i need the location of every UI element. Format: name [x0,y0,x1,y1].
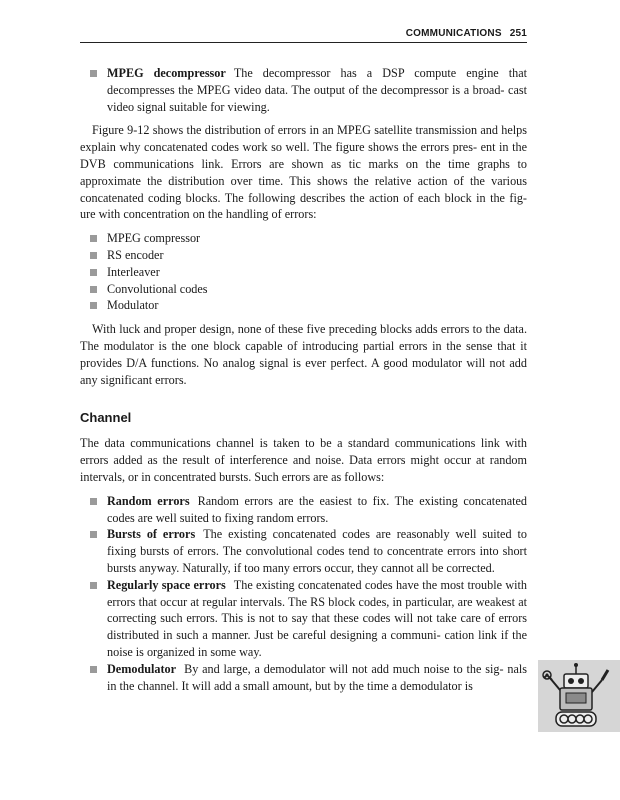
bullet-text: By and large, a demodulator will not add much noise to the sig- nals in the channel. It will add a small amount, but by the time a demodulator is [107,661,527,693]
bullet-term: Bursts of errors [107,527,196,542]
bullet-text: The decompressor has a DSP compute engine that decompresses the MPEG video data. The output of the decompressor is a broad- cast video signal suitable for viewing. [107,66,528,114]
list-item [80,577,527,661]
square-bullet-icon [90,531,97,538]
square-bullet-icon [90,252,97,259]
list-item-text: Interleaver [107,264,160,279]
list-item [80,526,527,576]
header-section-title: COMMUNICATIONS [405,28,502,39]
list-item [80,281,527,298]
running-header [80,28,527,43]
robot-margin-icon [538,660,620,732]
section-heading: Channel [80,410,132,426]
square-bullet-icon [90,666,97,673]
list-item [80,493,527,527]
list-item-text: Convolutional codes [107,281,208,296]
block-list [80,230,527,314]
bullet-term: Regularly space errors [107,577,226,592]
square-bullet-icon [90,235,97,242]
bullet-text: The existing concatenated codes are reasonably well suited to fixing bursts of errors. The convolutional codes tend to concentrate errors into short bursts anyway. Naturally, if too many errors occur, they cannot all be corrected. [107,527,527,575]
body-paragraph: With luck and proper design, none of these five preceding blocks adds errors to the data. The modulator is the one block capable of introducing partial errors in the sense that it provides D/A functions. No analog signal is ever perfect. A good modulator will not add any significant errors. [80,322,527,387]
square-bullet-icon [90,286,97,293]
list-item-text: MPEG compressor [107,231,201,246]
bullet-term: Demodulator [107,661,177,676]
list-item-text: RS encoder [107,247,164,262]
error-list [80,493,527,695]
bullet-text: The existing concatenated codes have the most trouble with errors that occur at regular intervals. The RS block codes, in particular, are weakest at correcting such errors. This is not to say that these codes will not take care of errors distributed in such a manner. Just be careful designing a communi- cation link if the noise is organized in some way. [107,577,527,659]
square-bullet-icon [90,269,97,276]
square-bullet-icon [90,498,97,505]
body-paragraph: Figure 9-12 shows the distribution of errors in an MPEG satellite transmission and helps explain why concatenated codes work so well. The figure shows the errors pres- ent in the DVB communications link. Errors are shown as tic marks on the time graphs to approximate the distribution over time. This shows the relative action of the various concatenated coding blocks. The following describes the action of each block in the fig- ure with concentration on the handling of errors: [80,123,527,222]
list-item [80,230,527,247]
robot-icon [538,660,620,732]
list-item [80,65,527,115]
bullet-text: Random errors are the easiest to fix. The existing concatenated codes are well suited to fixing random errors. [107,493,527,525]
bullet-term: Random errors [107,493,190,508]
list-item [80,264,527,281]
page-number: 251 [509,28,527,39]
square-bullet-icon [90,302,97,309]
square-bullet-icon [90,70,97,77]
list-item [80,297,527,314]
list-item [80,247,527,264]
list-item-text: Modulator [107,298,159,313]
bullet-term: MPEG decompressor [107,66,226,80]
list-item [80,661,527,695]
intro-bullet-list [80,65,527,115]
square-bullet-icon [90,582,97,589]
body-paragraph: The data communications channel is taken to be a standard communications link with errors added as the result of interference and noise. Data errors might occur at random intervals, or in concentrated bursts. Such errors are as follows: [80,436,527,484]
page-body [80,65,527,694]
